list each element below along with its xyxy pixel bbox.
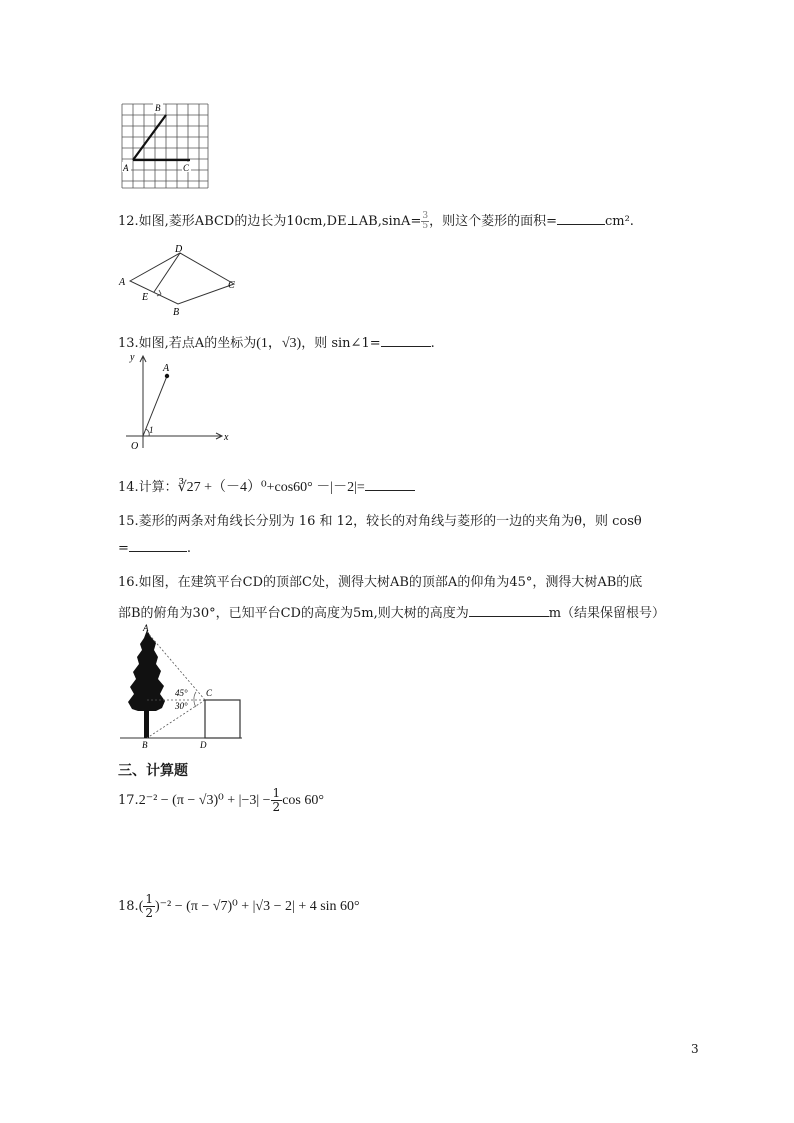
rhombus-figure <box>116 243 246 317</box>
rhombus-label-c: C <box>228 280 235 291</box>
question-13 <box>118 332 435 352</box>
q17-expression-a: 2⁻² − (π − √3)⁰ + |−3| − <box>138 793 271 808</box>
coord-label-a: A <box>163 363 170 374</box>
grid-angle-figure <box>118 102 210 190</box>
q13-prefix: 13.如图,若点A的坐标为 <box>118 336 257 351</box>
question-16-line1: 16.如图，在建筑平台CD的顶部C处，测得大树AB的顶部A的仰角为45°，测得大树AB的底 <box>118 575 643 590</box>
q14-prefix: 14.计算： <box>118 480 178 495</box>
q12-prefix: 12.如图,菱形ABCD的边长为10cm,DE⊥AB,sinA= <box>118 214 422 229</box>
section-3-heading: 三、计算题 <box>118 763 188 779</box>
question-14 <box>118 476 415 496</box>
coordinate-figure <box>116 350 236 452</box>
axis-label-x: x <box>224 432 229 443</box>
tree-silhouette <box>128 630 165 738</box>
q14-answer-blank[interactable] <box>365 478 415 491</box>
axis-label-y: y <box>130 352 135 363</box>
question-12 <box>118 210 634 231</box>
q17-label: 17. <box>118 793 139 808</box>
tree-platform-figure <box>116 624 246 752</box>
q12-unit: cm². <box>604 214 634 229</box>
question-15-line1: 15.菱形的两条对角线长分别为 16 和 12，较长的对角线与菱形的一边的夹角为θ，则 cosθ <box>118 514 642 529</box>
tree-label-b: B <box>142 740 148 750</box>
q15-answer-blank[interactable] <box>129 539 187 552</box>
q17-expression-b: cos 60° <box>282 793 324 808</box>
q13-end: . <box>430 336 435 351</box>
q12-fraction: $\frac{3}{5}$ <box>422 211 429 231</box>
grid-label-a: A <box>123 163 129 173</box>
segment-ab <box>133 115 166 160</box>
origin-label: O <box>131 441 139 452</box>
question-16-line2: 部B的俯角为30°，已知平台CD的高度为5m,则大树的高度为 m（结果保留根号） <box>118 606 666 621</box>
rhombus-label-b: B <box>173 307 180 317</box>
tree-label-a: A <box>143 624 149 633</box>
q18-fraction: $\frac{1}{2}$ <box>145 892 153 920</box>
q16-answer-blank[interactable] <box>469 604 549 617</box>
grid-label-c: C <box>183 163 190 173</box>
question-15-line2: = . <box>118 541 192 556</box>
platform-label-c: C <box>206 688 213 698</box>
angle-45-label: 45° <box>175 688 188 698</box>
point-a <box>165 374 169 378</box>
platform <box>205 700 240 738</box>
grid-label-b: B <box>155 103 161 113</box>
angle-label: 1 <box>149 425 154 435</box>
q13-suffix: ，则 sin∠1= <box>301 336 381 351</box>
q14-expression: ∛27 +（－4）⁰+cos60° －|－2|= <box>177 480 365 495</box>
q13-coord: (1，√3) <box>256 336 302 351</box>
platform-label-d: D <box>200 740 207 750</box>
q18-label: 18. <box>118 899 139 914</box>
rhombus-label-d: D <box>175 244 183 255</box>
question-18: 18.( $\frac{1}{2}$ )⁻² − (π − √7)⁰ + |√3 − 2| + 4 sin 60° <box>118 892 360 920</box>
q18-expression: ⁻² − (π − √7)⁰ + |√3 − 2| + 4 sin 60° <box>159 899 360 914</box>
rhombus-label-a: A <box>119 277 126 288</box>
q13-answer-blank[interactable] <box>381 334 431 347</box>
q17-fraction: $\frac{1}{2}$ <box>272 786 281 814</box>
rhombus-label-e: E <box>142 292 149 303</box>
page-number: 3 <box>691 1042 699 1056</box>
angle-30-label: 30° <box>175 701 188 711</box>
q12-suffix: ，则这个菱形的面积= <box>429 214 557 229</box>
q12-answer-blank[interactable] <box>557 212 605 225</box>
question-17 <box>118 787 324 814</box>
